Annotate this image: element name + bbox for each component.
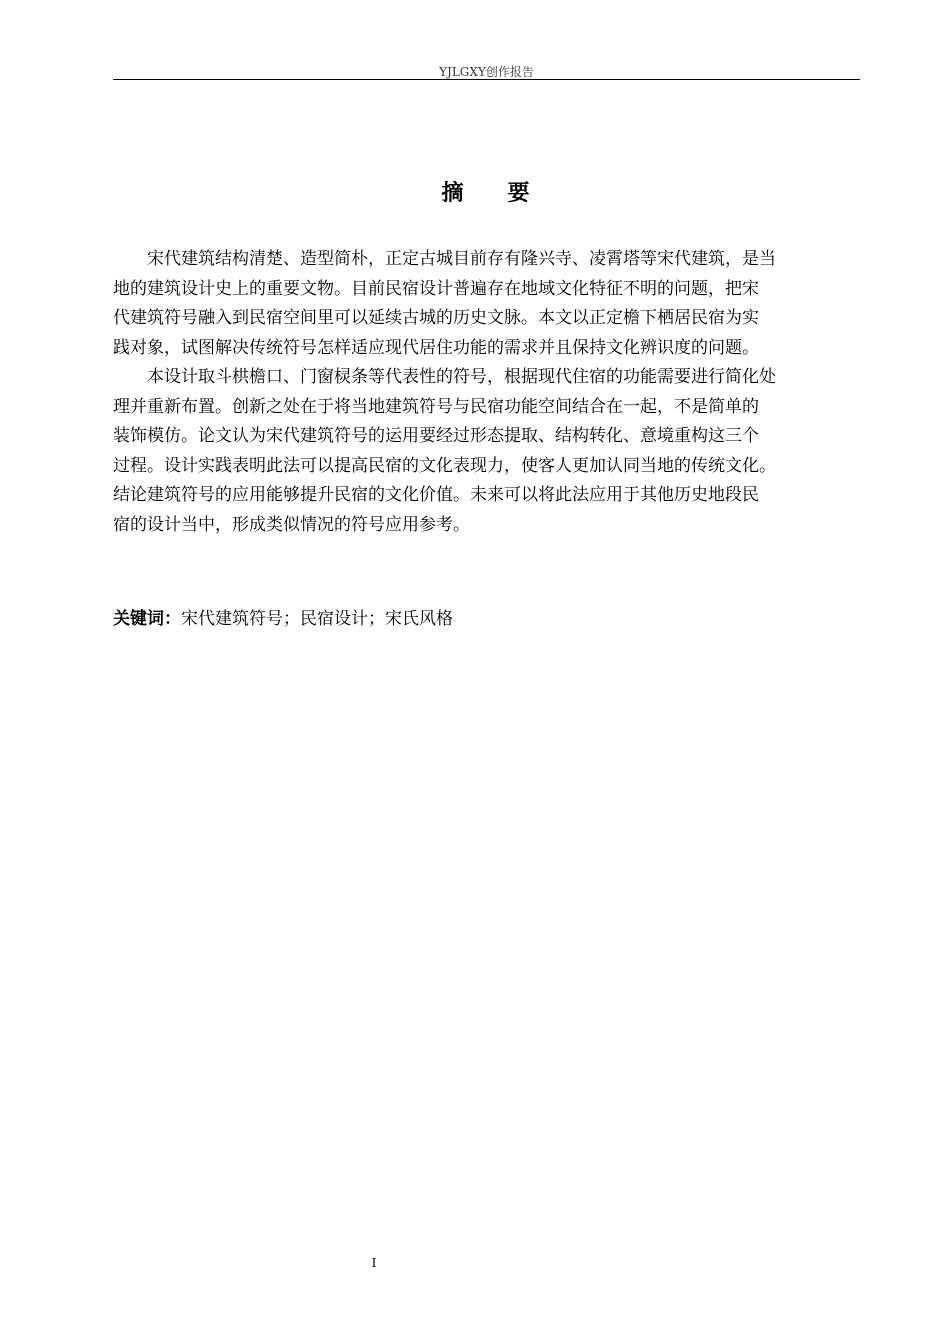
abstract-line: 地的建筑设计史上的重要文物。目前民宿设计普遍存在地域文化特征不明的问题，把宋 (113, 278, 759, 299)
abstract-line: 本设计取斗栱檐口、门窗棂条等代表性的符号，根据现代住宿的功能需要进行简化处 (147, 367, 776, 387)
abstract-line: 过程。设计实践表明此法可以提高民宿的文化表现力，使客人更加认同当地的传统文化。 (113, 455, 776, 476)
abstract-body (113, 245, 883, 540)
abstract-line: 践对象，试图解决传统符号怎样适应现代居住功能的需求并且保持文化辨识度的问题。 (113, 337, 759, 358)
keywords (113, 605, 453, 634)
page-header-text: YJLGXY创作报告 (439, 65, 534, 79)
abstract-line: 宋代建筑结构清楚、造型简朴，正定古城目前存有隆兴寺、凌霄塔等宋代建筑，是当 (147, 249, 776, 269)
abstract-title (113, 178, 860, 210)
page-number: I (371, 1256, 377, 1270)
title-char-2: 要 (507, 181, 532, 206)
header-rule (113, 79, 860, 80)
abstract-line: 宿的设计当中，形成类似情况的符号应用参考。 (113, 514, 470, 535)
keywords-text: 宋代建筑符号；民宿设计；宋氏风格 (181, 609, 453, 629)
abstract-line: 代建筑符号融入到民宿空间里可以延续古城的历史文脉。本文以正定檐下栖居民宿为实 (113, 308, 759, 328)
keywords-label: 关键词： (113, 609, 181, 629)
abstract-line: 装饰模仿。论文认为宋代建筑符号的运用要经过形态提取、结构转化、意境重构这三个 (113, 426, 759, 446)
abstract-line: 理并重新布置。创新之处在于将当地建筑符号与民宿功能空间结合在一起，不是简单的 (113, 396, 759, 417)
title-char-1: 摘 (441, 181, 466, 206)
abstract-line: 结论建筑符号的应用能够提升民宿的文化价值。未来可以将此法应用于其他历史地段民 (113, 485, 759, 505)
